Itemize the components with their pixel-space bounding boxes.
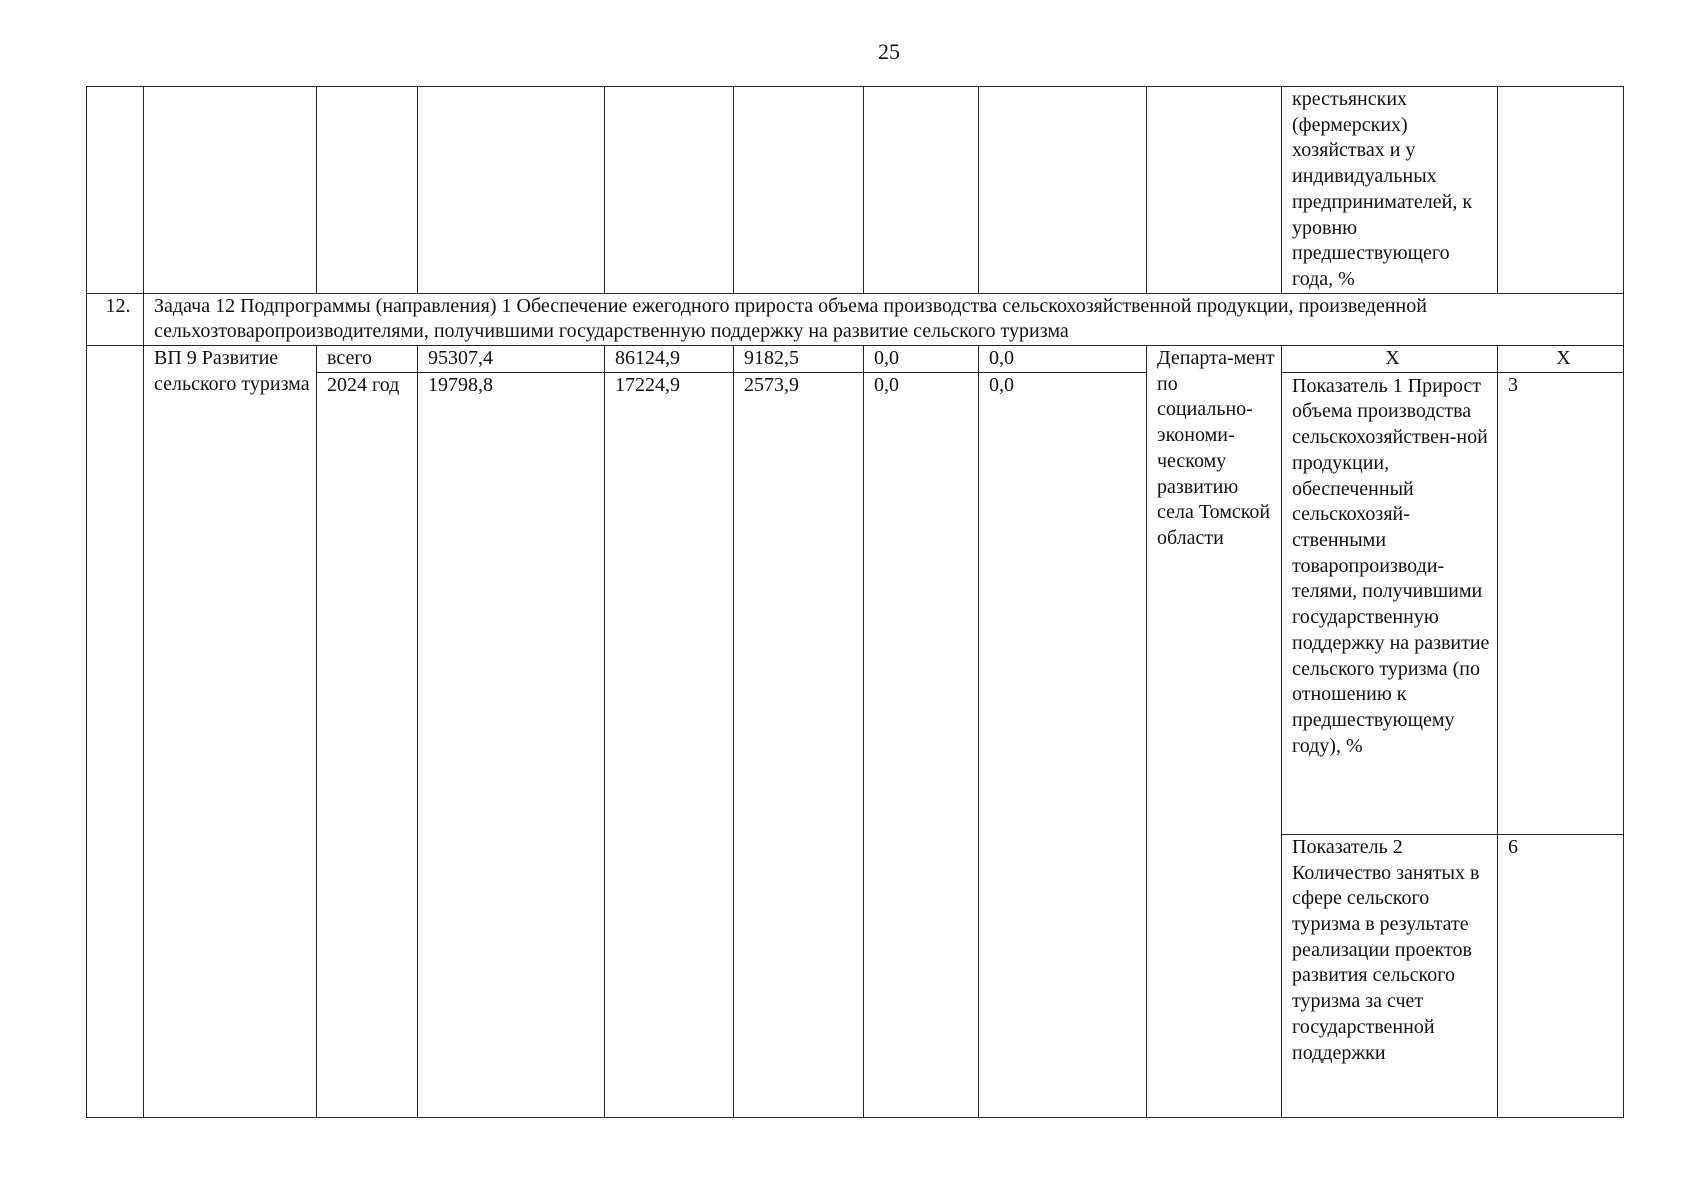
cell-empty	[144, 87, 317, 294]
task-number: 12.	[87, 293, 144, 345]
task-row	[87, 293, 1624, 345]
cell-empty	[1498, 87, 1624, 294]
indicator-1-cell	[1282, 372, 1498, 834]
cell-empty	[87, 346, 144, 1118]
period-total: всего	[317, 346, 418, 373]
indicator-2-text: Показатель 2 Количество занятых в сфере сельского туризма в результате реализации проектов развития сельского туризма за счет государственной поддержки	[1292, 835, 1480, 1064]
cell-empty	[979, 87, 1147, 294]
total-value-all: 95307,4	[418, 346, 605, 373]
year-value-extra: 0,0	[979, 372, 1147, 1117]
total-indicator-x: X	[1282, 346, 1498, 373]
year-value-regional: 2573,9	[734, 372, 864, 1117]
indicator-2-value: 6	[1498, 834, 1624, 1117]
executor-text: Департа-мент по социально-экономи-ческому развитию села Томской области	[1157, 347, 1275, 549]
year-value-federal: 17224,9	[605, 372, 734, 1117]
cell-empty	[734, 87, 864, 294]
indicator-tail-cell	[1282, 87, 1498, 294]
table-row-continued	[87, 87, 1624, 294]
indicator-2-cell	[1282, 834, 1498, 1117]
total-value-regional: 9182,5	[734, 346, 864, 373]
cell-empty	[418, 87, 605, 294]
period-year: 2024 год	[317, 372, 418, 1117]
page-number: 25	[878, 39, 900, 64]
activity-total-row	[87, 346, 1624, 373]
cell-empty	[864, 87, 979, 294]
year-value-all: 19798,8	[418, 372, 605, 1117]
indicator-1-value: 3	[1498, 372, 1624, 834]
indicator-tail-text: крестьянских (фермерских) хозяйствах и у индивидуальных предпринимателей, к уровню предшествующего года, %	[1292, 88, 1473, 290]
total-value-local: 0,0	[864, 346, 979, 373]
year-row	[87, 372, 1624, 834]
cell-empty	[1147, 87, 1282, 294]
program-table	[86, 86, 1624, 1118]
activity-name: ВП 9 Развитие сельского туризма	[144, 346, 317, 1118]
total-target-x: X	[1498, 346, 1624, 373]
total-value-federal: 86124,9	[605, 346, 734, 373]
task-text: Задача 12 Подпрограммы (направления) 1 Обеспечение ежегодного прироста объема производства сельскохозяйственной продукции, произведенной сельхозтоваропроизводителями, получившими государственную поддержку на развитие сельского туризма	[144, 293, 1624, 345]
total-value-extra: 0,0	[979, 346, 1147, 373]
year-value-local: 0,0	[864, 372, 979, 1117]
executor-cell	[1147, 346, 1282, 1118]
indicator-1-text: Показатель 1 Прирост объема производства сельскохозяйствен-ной продукции, обеспеченный сельскохозяй-ственными товаропроизводи-телями, получившими государственную поддержку на развитие сельского туризма (по отношению к предшествующему году), %	[1292, 374, 1490, 757]
cell-empty	[317, 87, 418, 294]
cell-empty	[605, 87, 734, 294]
cell-empty	[87, 87, 144, 294]
